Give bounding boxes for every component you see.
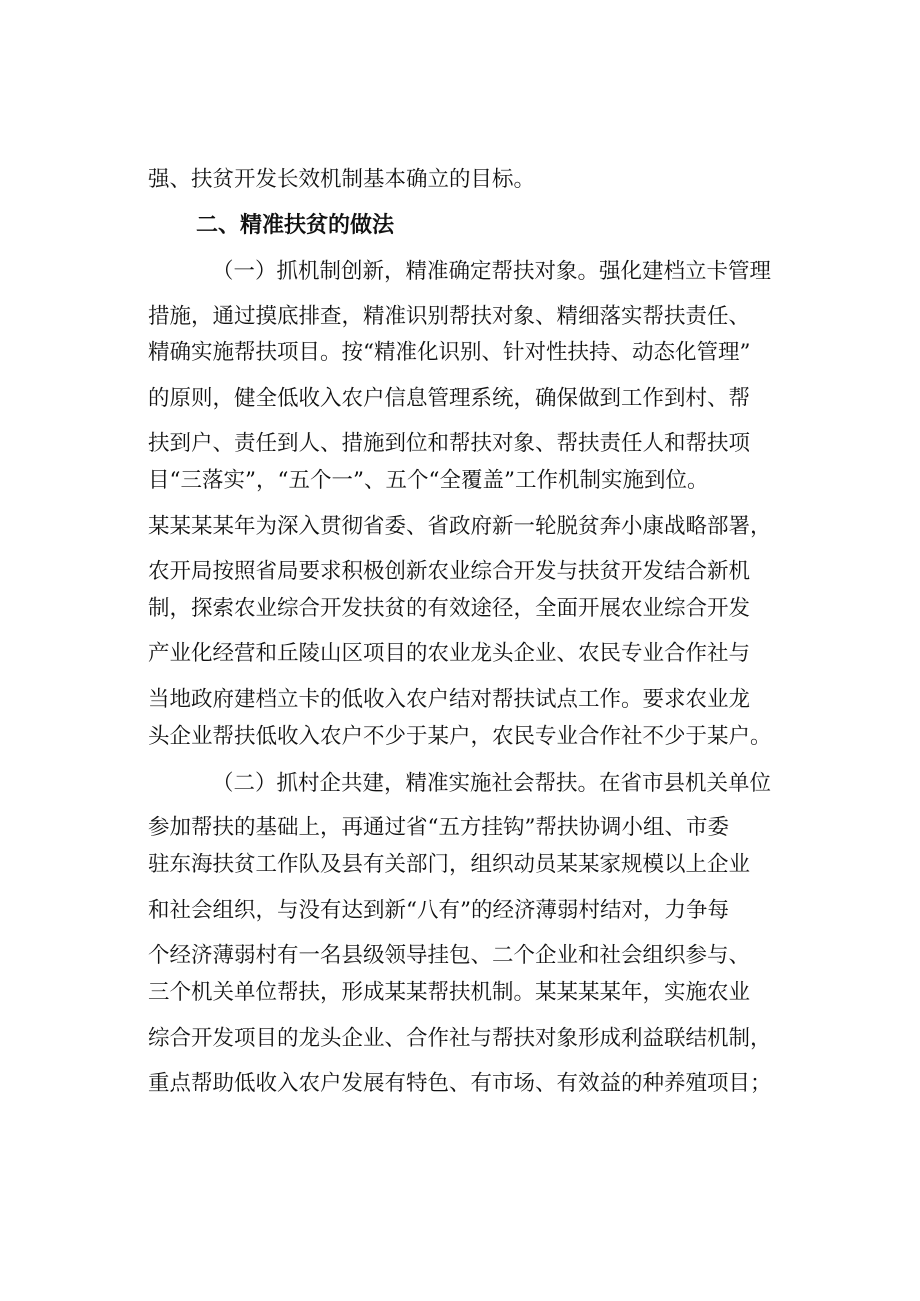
paragraph-line: 参加帮扶的基础上，再通过省“五方挂钩”帮扶协调小组、市委 bbox=[148, 815, 729, 840]
paragraph-line: 目“三落实”，“五个一”、五个“全覆盖”工作机制实施到位。 bbox=[148, 468, 709, 493]
paragraph-line: 驻东海扶贫工作队及县有关部门，组织动员某某家规模以上企业 bbox=[148, 852, 751, 877]
paragraph-line: 的原则，健全低收入农户信息管理系统，确保做到工作到村、帮 bbox=[148, 386, 751, 411]
paragraph-line: 某某某某年为深入贯彻省委、省政府新一轮脱贫奔小康战略部署， bbox=[148, 514, 772, 539]
paragraph-line: 扶到户、责任到人、措施到位和帮扶对象、帮扶责任人和帮扶项 bbox=[148, 431, 751, 456]
paragraph-line: 综合开发项目的龙头企业、合作社与帮扶对象形成利益联结机制， bbox=[148, 1026, 772, 1051]
paragraph-line: 精确实施帮扶项目。按“精准化识别、针对性扶持、动态化管理” bbox=[148, 340, 751, 365]
paragraph-line: 当地政府建档立卡的低收入农户结对帮扶试点工作。要求农业龙 bbox=[148, 687, 751, 712]
paragraph-line: 三个机关单位帮扶，形成某某帮扶机制。某某某某年，实施农业 bbox=[148, 980, 751, 1005]
intro-line: 强、扶贫开发长效机制基本确立的目标。 bbox=[148, 167, 536, 192]
paragraph-line: （二）抓村企共建，精准实施社会帮扶。在省市县机关单位 bbox=[212, 771, 772, 796]
paragraph-line: 产业化经营和丘陵山区项目的农业龙头企业、农民专业合作社与 bbox=[148, 641, 751, 666]
paragraph-line: 制，探索农业综合开发扶贫的有效途径，全面开展农业综合开发 bbox=[148, 596, 751, 621]
paragraph-line: 措施，通过摸底排查，精准识别帮扶对象、精细落实帮扶责任、 bbox=[148, 304, 751, 329]
paragraph-line: 头企业帮扶低收入农户不少于某户，农民专业合作社不少于某户。 bbox=[148, 724, 772, 749]
paragraph-line: 个经济薄弱村有一名县级领导挂包、二个企业和社会组织参与、 bbox=[148, 943, 751, 968]
section-title: 二、精准扶贫的做法 bbox=[196, 213, 395, 238]
paragraph-line: 农开局按照省局要求积极创新农业综合开发与扶贫开发结合新机 bbox=[148, 559, 751, 584]
paragraph-line: （一）抓机制创新，精准确定帮扶对象。强化建档立卡管理 bbox=[212, 259, 772, 284]
paragraph-line: 和社会组织，与没有达到新“八有”的经济薄弱村结对，力争每 bbox=[148, 898, 729, 923]
paragraph-line: 重点帮助低收入农户发展有特色、有市场、有效益的种养殖项目； bbox=[148, 1071, 772, 1096]
